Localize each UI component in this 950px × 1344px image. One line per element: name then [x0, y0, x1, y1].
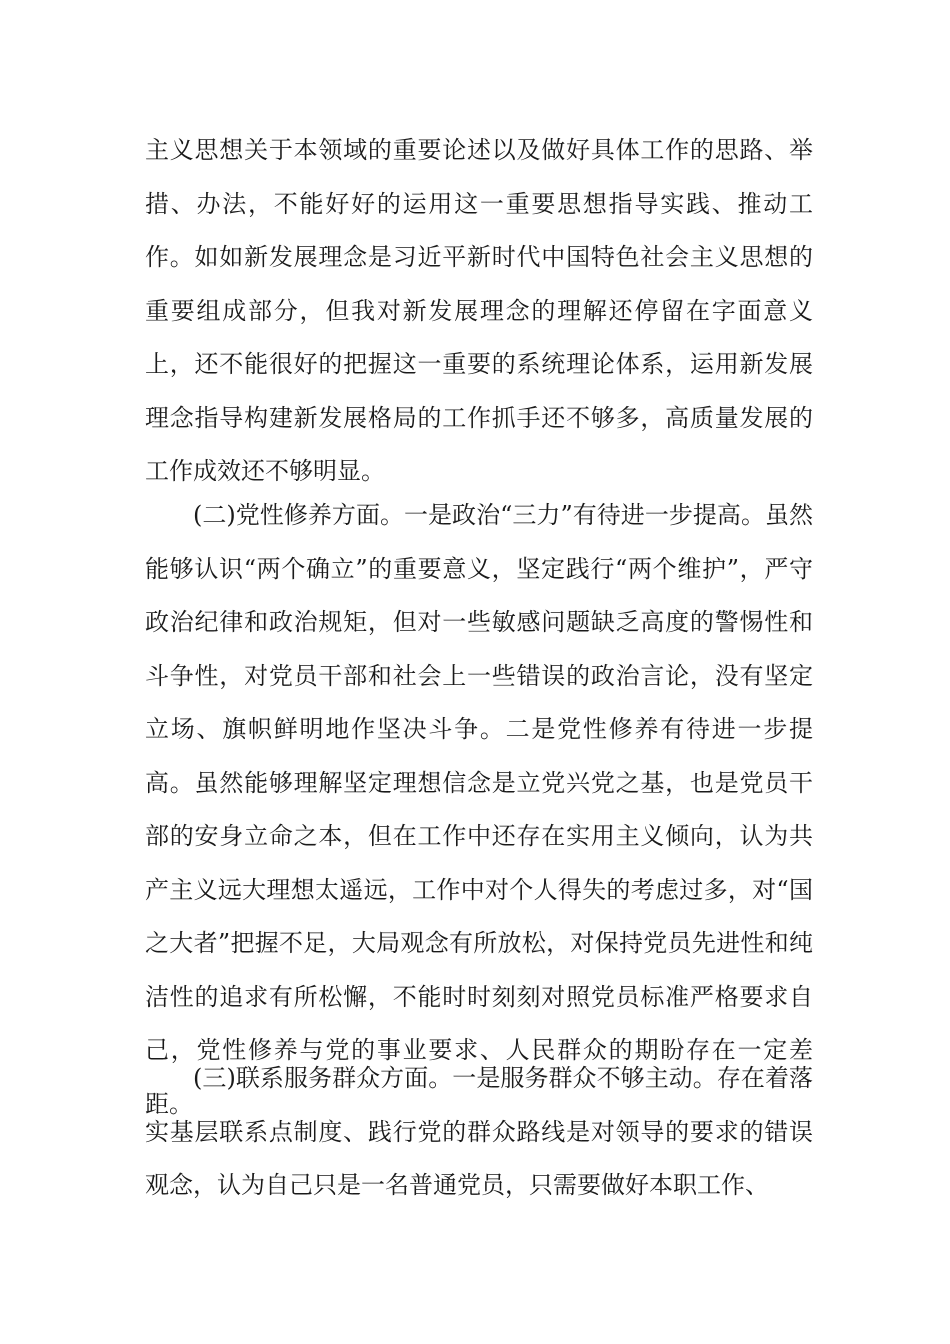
paragraph-party-spirit: (二)党性修养方面。一是政治“三力”有待进一步提高。虽然能够认识“两个确立”的重要意义，坚定践行“两个维护”，严守政治纪律和政治规矩，但对一些敏感问题缺乏高度的警惕性和斗争性，对党员干部和社会上一些错误的政治言论，没有坚定立场、旗帜鲜明地作坚决斗争。二是党性修养有待进一步提高。虽然能够理解坚定理想信念是立党兴党之基，也是党员干部的安身立命之本，但在工作中还存在实用主义倾向，认为共产主义远大理想太遥远，工作中对个人得失的考虑过多，对“国之大者”把握不足，大局观念有所放松，对保持党员先进性和纯洁性的追求有所松懈，不能时时刻刻对照党员标准严格要求自己，党性修养与党的事业要求、人民群众的期盼存在一定差距。 [145, 501, 813, 1118]
paragraph-study-theory: 主义思想关于本领域的重要论述以及做好具体工作的思路、举措、办法，不能好好的运用这一重要思想指导实践、推动工作。如如新发展理念是习近平新时代中国特色社会主义思想的重要组成部分，但我对新发展理念的理解还停留在字面意义上，还不能很好的把握这一重要的系统理论体系，运用新发展理念指导构建新发展格局的工作抓手还不够多，高质量发展的工作成效还不够明显。 [145, 136, 813, 485]
paragraph-serve-masses: (三)联系服务群众方面。一是服务群众不够主动。存在着落实基层联系点制度、践行党的群众路线是对领导的要求的错误观念，认为自己只是一名普通党员，只需要做好本职工作、 [145, 1064, 813, 1199]
